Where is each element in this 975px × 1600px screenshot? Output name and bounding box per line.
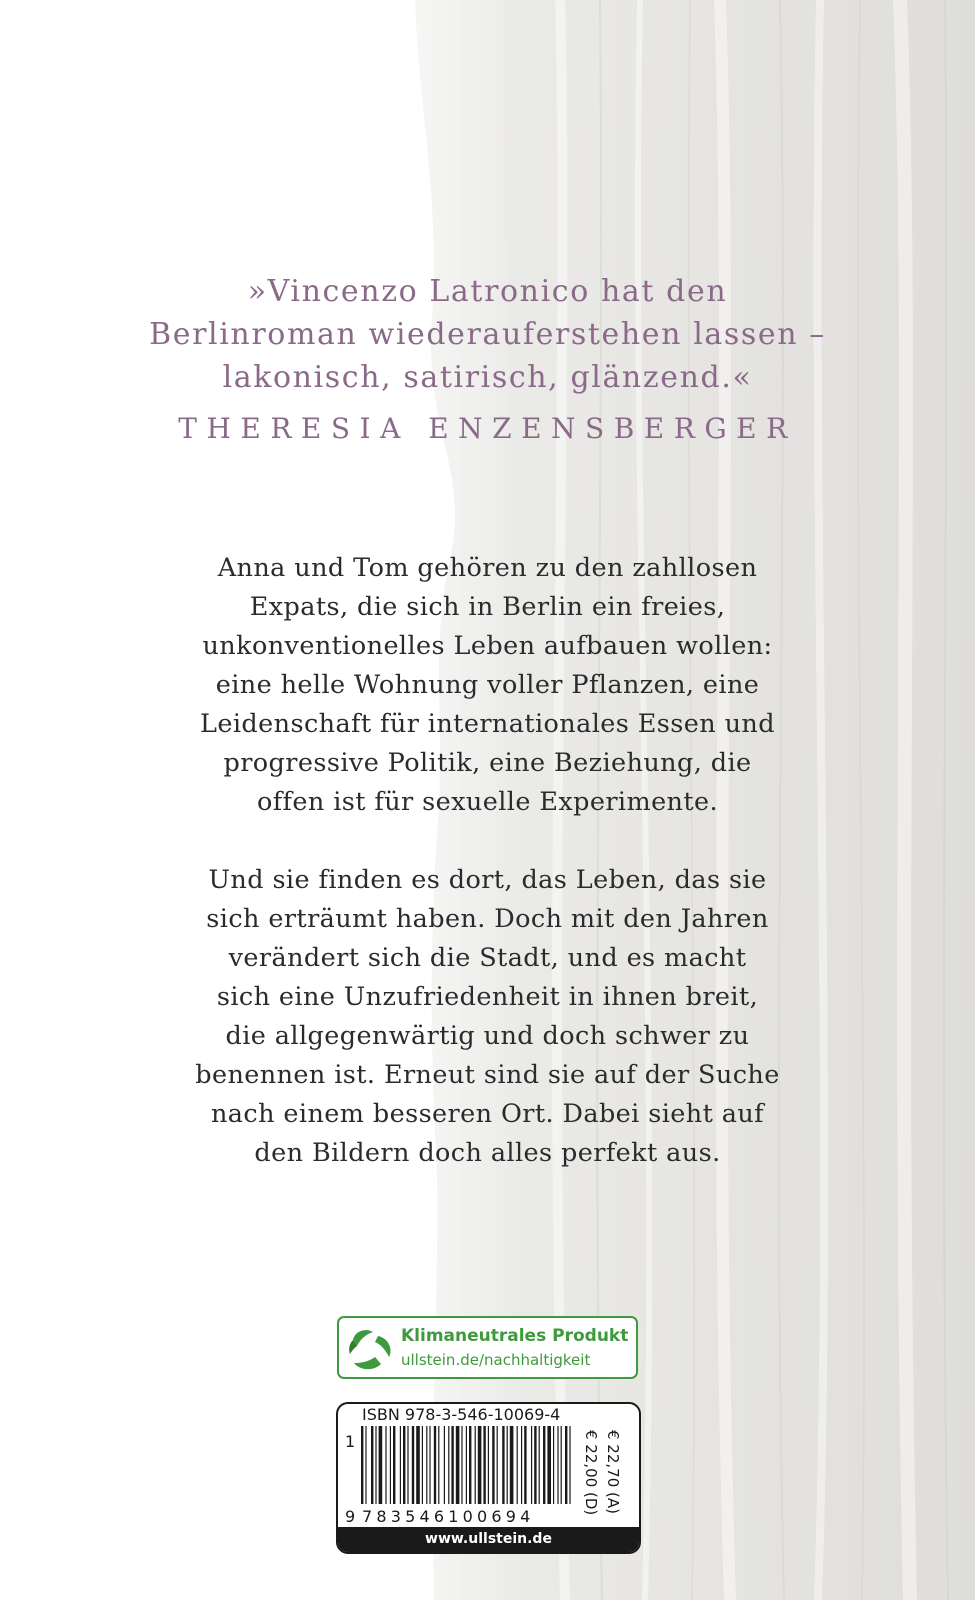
blurb-paragraph-2 — [120, 861, 855, 1173]
barcode-bar — [403, 1426, 405, 1504]
barcode-bar — [412, 1426, 414, 1504]
blurb-line: progressive Politik, eine Beziehung, die — [223, 748, 752, 778]
barcode-bar — [469, 1426, 471, 1504]
eco-badge-url: ullstein.de/nachhaltigkeit — [401, 1351, 591, 1369]
barcode-bar — [478, 1426, 482, 1504]
eco-badge-title: Klimaneutrales Produkt — [401, 1326, 629, 1346]
ean-lead-digit-bottom: 9 — [345, 1507, 356, 1526]
barcode-bar — [361, 1426, 363, 1504]
barcode-bar — [492, 1426, 494, 1504]
blurb-line: Leidenschaft für internationales Essen und — [200, 709, 775, 739]
barcode-bar — [416, 1426, 420, 1504]
price-block — [576, 1430, 636, 1530]
barcode-bar — [390, 1426, 391, 1504]
barcode-bar — [553, 1426, 554, 1504]
barcode-bar — [451, 1426, 453, 1504]
barcode-bar — [517, 1426, 518, 1504]
publisher-website: www.ullstein.de — [338, 1527, 639, 1552]
blurb-line: die allgegenwärtig und doch schwer zu — [225, 1021, 750, 1051]
blurb-line: offen ist für sexuelle Experimente. — [256, 787, 719, 817]
blurb-line: benennen ist. Erneut sind sie auf der Suche — [195, 1060, 780, 1090]
barcode-bar — [407, 1426, 408, 1504]
review-quote — [120, 270, 855, 399]
barcode-bar — [531, 1426, 532, 1504]
blurb-line: den Bildern doch alles perfekt aus. — [254, 1138, 721, 1168]
quote-line: lakonisch, satirisch, glänzend.« — [222, 360, 753, 395]
barcode-bar — [426, 1426, 427, 1504]
quote-author: THERESIA ENZENSBERGER — [178, 412, 797, 445]
blurb-line: sich eine Unzufriedenheit in ihnen breit, — [216, 982, 759, 1012]
barcode-bar — [521, 1426, 522, 1504]
barcode-bar — [565, 1426, 567, 1504]
barcode-bar — [569, 1426, 570, 1504]
barcode-box — [336, 1402, 641, 1554]
price-germany: € 22,00 (D) — [582, 1430, 600, 1516]
barcode-bar — [475, 1426, 476, 1504]
barcode-bar — [461, 1426, 462, 1504]
blurb-line: nach einem besseren Ort. Dabei sieht auf — [210, 1099, 765, 1129]
barcode-bar — [561, 1426, 562, 1504]
barcode-bar — [365, 1426, 366, 1504]
barcode-bar — [534, 1426, 536, 1504]
blurb-line: Anna und Tom gehören zu den zahllosen — [217, 553, 758, 583]
barcode-bar — [429, 1426, 430, 1504]
barcode-bar — [497, 1426, 498, 1504]
blurb-line: verändert sich die Stadt, und es macht — [228, 943, 747, 973]
barcode-bar — [456, 1426, 460, 1504]
barcode-bar — [371, 1426, 373, 1504]
quote-line: Berlinroman wiederauferstehen lassen – — [149, 317, 826, 352]
quote-line: »Vincenzo Latronico hat den — [247, 274, 728, 309]
barcode-bar — [543, 1426, 545, 1504]
barcode-bar — [400, 1426, 401, 1504]
barcode-bar — [393, 1426, 395, 1504]
barcode-bar — [539, 1426, 540, 1504]
isbn-label: ISBN 978-3-546-10069-4 — [362, 1405, 561, 1424]
recycle-leaves-icon — [345, 1324, 395, 1374]
barcode-bar — [434, 1426, 436, 1504]
ean-lead-digit-top: 1 — [345, 1432, 356, 1451]
price-austria: € 22,70 (A) — [604, 1430, 622, 1514]
barcode-bar — [385, 1426, 386, 1504]
barcode-bars — [360, 1426, 576, 1504]
barcode-bar — [547, 1426, 551, 1504]
blurb-line: sich erträumt haben. Doch mit den Jahren — [206, 904, 769, 934]
barcode-bar — [502, 1426, 504, 1504]
barcode-bar — [438, 1426, 439, 1504]
barcode-bar — [422, 1426, 423, 1504]
ean-digits: 783546100694 — [362, 1507, 535, 1526]
barcode-bar — [483, 1426, 485, 1504]
barcode-bar — [488, 1426, 489, 1504]
barcode-bar — [557, 1426, 558, 1504]
barcode-bar — [524, 1426, 526, 1504]
barcode-bar — [466, 1426, 467, 1504]
barcode-bar — [510, 1426, 514, 1504]
barcode-bar — [444, 1426, 445, 1504]
blurb-paragraph-1 — [120, 549, 855, 822]
climate-neutral-badge — [337, 1316, 638, 1379]
barcode-bar — [379, 1426, 383, 1504]
blurb-line: eine helle Wohnung voller Pflanzen, eine — [215, 670, 760, 700]
barcode-bar — [507, 1426, 508, 1504]
blurb-line: Und sie finden es dort, das Leben, das sie — [208, 865, 767, 895]
barcode-bar — [375, 1426, 376, 1504]
barcode-bar — [448, 1426, 449, 1504]
blurb-line: Expats, die sich in Berlin ein freies, — [249, 592, 726, 622]
blurb-line: unkonventionelles Leben aufbauen wollen: — [202, 631, 773, 661]
